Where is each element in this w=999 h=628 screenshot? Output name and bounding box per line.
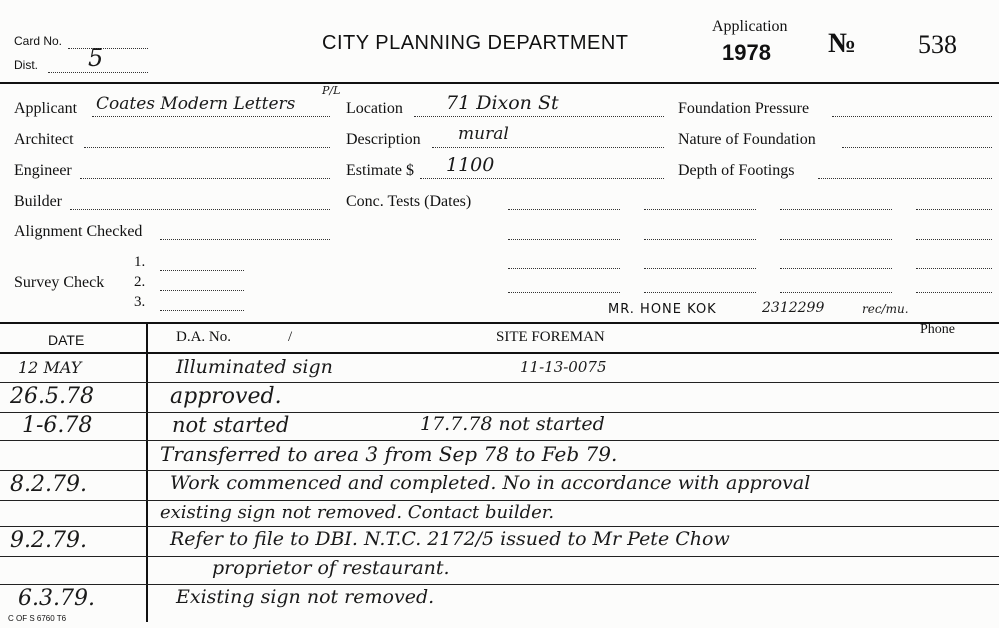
row-date: 6.3.79. bbox=[18, 586, 95, 611]
applicant-note: P/L bbox=[322, 84, 341, 97]
dist-value: 5 bbox=[88, 44, 104, 72]
engineer-label: Engineer bbox=[14, 162, 72, 179]
survey-line-2 bbox=[160, 290, 244, 291]
nature-foundation-label: Nature of Foundation bbox=[678, 131, 816, 148]
card-no-label: Card No. bbox=[14, 34, 63, 48]
conc-tests-label: Conc. Tests (Dates) bbox=[346, 193, 472, 210]
row-text: existing sign not removed. Contact builder. bbox=[160, 502, 555, 523]
row-text: proprietor of restaurant. bbox=[212, 557, 450, 579]
nature-foundation-line bbox=[842, 147, 992, 148]
date-column-divider bbox=[146, 322, 148, 622]
application-year: 1978 bbox=[722, 40, 771, 65]
table-top-line bbox=[0, 322, 999, 324]
dist-label: Dist. bbox=[14, 58, 38, 72]
estimate-label: Estimate $ bbox=[346, 162, 414, 179]
survey-line-1 bbox=[160, 270, 244, 271]
application-label: Application bbox=[712, 18, 788, 35]
location-line bbox=[414, 116, 664, 117]
header-da-no: D.A. No. bbox=[176, 329, 231, 345]
estimate-line bbox=[420, 178, 664, 179]
depth-footings-line bbox=[818, 178, 992, 179]
number-symbol: № bbox=[828, 28, 857, 59]
card-no-line bbox=[68, 48, 148, 49]
survey-item-1: 1. bbox=[134, 254, 146, 270]
row-extra: 11-13-0075 bbox=[520, 358, 607, 376]
location-label: Location bbox=[346, 100, 403, 117]
row-text: Illuminated sign bbox=[176, 356, 333, 378]
header-phone: Phone bbox=[920, 322, 955, 337]
contact-phone: 2312299 bbox=[762, 300, 825, 316]
location-value: 71 Dixon St bbox=[446, 92, 559, 114]
alignment-label: Alignment Checked bbox=[14, 223, 143, 240]
applicant-line bbox=[92, 116, 330, 117]
estimate-value: 1100 bbox=[446, 154, 495, 176]
foundation-pressure-line bbox=[832, 116, 992, 117]
dist-line bbox=[48, 72, 148, 73]
contact-suffix: rec/mu. bbox=[862, 302, 909, 316]
description-line bbox=[432, 147, 664, 148]
row-text: not started bbox=[172, 413, 290, 437]
contact-name: MR. HONE KOK bbox=[608, 302, 717, 317]
description-value: mural bbox=[458, 124, 509, 144]
architect-label: Architect bbox=[14, 131, 74, 148]
builder-label: Builder bbox=[14, 193, 62, 210]
row-date: 1-6.78 bbox=[22, 413, 93, 438]
header-divider bbox=[0, 82, 999, 84]
description-label: Description bbox=[346, 131, 421, 148]
row-text: Refer to file to DBI. N.T.C. 2172/5 issued to Mr Pete Chow bbox=[170, 528, 730, 550]
row-text: Transferred to area 3 from Sep 78 to Feb 79. bbox=[160, 442, 618, 466]
applicant-label: Applicant bbox=[14, 100, 78, 117]
survey-item-2: 2. bbox=[134, 274, 146, 290]
applicant-value: Coates Modern Letters bbox=[96, 94, 296, 114]
header-date: DATE bbox=[48, 332, 85, 348]
row-date: 12 MAY bbox=[18, 358, 82, 377]
row-text: approved. bbox=[170, 384, 282, 409]
row-text: Work commenced and completed. No in accordance with approval bbox=[170, 472, 811, 494]
row-date: 9.2.79. bbox=[10, 528, 87, 553]
survey-label: Survey Check bbox=[14, 274, 105, 291]
builder-line bbox=[70, 209, 330, 210]
foundation-pressure-label: Foundation Pressure bbox=[678, 100, 810, 117]
alignment-line bbox=[160, 239, 330, 240]
row-date: 26.5.78 bbox=[10, 384, 94, 409]
application-number: 538 bbox=[918, 30, 957, 59]
survey-item-3: 3. bbox=[134, 294, 146, 310]
engineer-line bbox=[80, 178, 330, 179]
department-title: CITY PLANNING DEPARTMENT bbox=[322, 32, 629, 54]
header-site-foreman: SITE FOREMAN bbox=[496, 329, 605, 345]
row-date: 8.2.79. bbox=[10, 472, 87, 497]
row-extra: 17.7.78 not started bbox=[420, 413, 605, 435]
architect-line bbox=[84, 147, 330, 148]
row-text: Existing sign not removed. bbox=[176, 586, 435, 608]
survey-line-3 bbox=[160, 310, 244, 311]
footer-code: C OF S 6760 T6 bbox=[8, 614, 67, 623]
depth-footings-label: Depth of Footings bbox=[678, 162, 795, 179]
header-slash: / bbox=[288, 329, 293, 345]
table-header-line bbox=[0, 352, 999, 354]
